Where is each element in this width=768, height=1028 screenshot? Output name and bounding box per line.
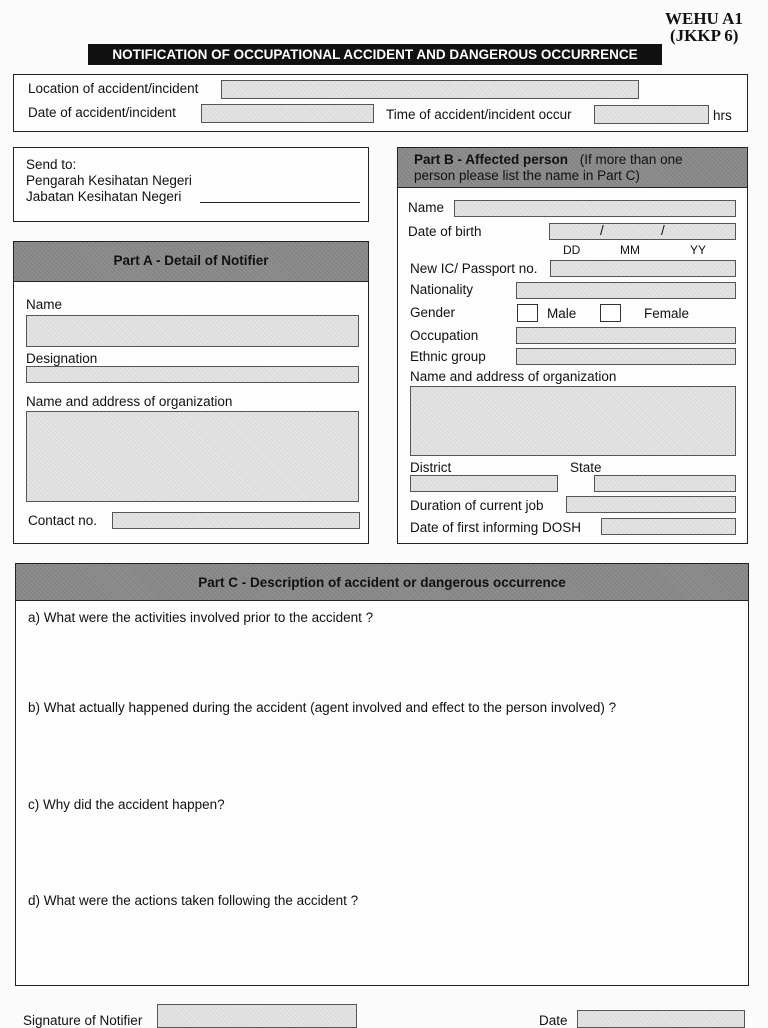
- occupation-label: Occupation: [410, 328, 479, 343]
- duration-field[interactable]: [566, 496, 736, 513]
- dob-label: Date of birth: [408, 224, 482, 239]
- answer-d-area[interactable]: [20, 912, 740, 982]
- part-c-title: Part C - Description of accident or dangerous occurrence: [198, 575, 566, 590]
- affected-org-field[interactable]: [410, 386, 736, 456]
- question-a: a) What were the activities involved prior to the accident ?: [28, 610, 374, 625]
- district-label: District: [410, 460, 452, 475]
- designation-label: Designation: [26, 351, 98, 366]
- dob-sep-1: /: [600, 223, 604, 238]
- dob-yy-label: YY: [690, 243, 707, 257]
- affected-name-label: Name: [408, 200, 445, 215]
- part-c-header: [16, 564, 748, 601]
- duration-label: Duration of current job: [410, 498, 544, 513]
- female-label: Female: [644, 306, 690, 321]
- question-b: b) What actually happened during the accident (agent involved and effect to the person involved) ?: [28, 700, 617, 715]
- date-field[interactable]: [201, 104, 374, 123]
- form-title: [88, 44, 662, 65]
- contact-field[interactable]: [112, 512, 360, 529]
- ic-label: New IC/ Passport no.: [410, 261, 538, 276]
- designation-field[interactable]: [26, 366, 359, 383]
- female-checkbox[interactable]: [600, 304, 621, 322]
- affected-org-label: Name and address of organization: [410, 369, 617, 384]
- gender-label: Gender: [410, 305, 456, 320]
- answer-b-area[interactable]: [20, 720, 740, 795]
- question-c: c) Why did the accident happen?: [28, 797, 225, 812]
- male-label: Male: [547, 306, 577, 321]
- send-to-line1: Pengarah Kesihatan Negeri: [26, 173, 192, 188]
- signature-field[interactable]: [157, 1004, 357, 1028]
- signature-label: Signature of Notifier: [23, 1013, 143, 1028]
- ethnic-field[interactable]: [516, 348, 736, 365]
- notifier-org-field[interactable]: [26, 411, 359, 502]
- dob-field[interactable]: [549, 223, 736, 240]
- part-b-note-2: person please list the name in Part C): [414, 168, 640, 183]
- time-label: Time of accident/incident occur: [386, 107, 572, 122]
- state-field[interactable]: [594, 475, 736, 492]
- form-code-line1: WEHU A1: [665, 9, 743, 28]
- part-a-header: [14, 242, 368, 282]
- state-label: State: [570, 460, 602, 475]
- part-a-title: Part A - Detail of Notifier: [113, 253, 269, 268]
- notifier-name-label: Name: [26, 297, 63, 312]
- question-d: d) What were the actions taken following the accident ?: [28, 893, 359, 908]
- nationality-label: Nationality: [410, 282, 474, 297]
- ethnic-label: Ethnic group: [410, 349, 486, 364]
- form-code-line2: (JKKP 6): [670, 26, 739, 45]
- occupation-field[interactable]: [516, 327, 736, 344]
- date-label: Date of accident/incident: [28, 105, 176, 120]
- send-to-line2: Jabatan Kesihatan Negeri: [26, 189, 182, 204]
- contact-label: Contact no.: [28, 513, 98, 528]
- dob-dd-label: DD: [563, 243, 581, 257]
- footer-date-label: Date: [539, 1013, 568, 1028]
- location-label: Location of accident/incident: [28, 81, 199, 96]
- send-to-signature-line[interactable]: [200, 202, 360, 203]
- nationality-field[interactable]: [516, 282, 736, 299]
- notifier-name-field[interactable]: [26, 315, 359, 347]
- dob-mm-label: MM: [620, 243, 640, 257]
- time-field[interactable]: [594, 105, 709, 124]
- location-field[interactable]: [221, 80, 639, 99]
- send-to-label: Send to:: [26, 157, 77, 172]
- affected-name-field[interactable]: [454, 200, 736, 217]
- dob-sep-2: /: [661, 223, 665, 238]
- part-b-title: Part B - Affected person: [414, 152, 569, 167]
- hrs-label: hrs: [713, 108, 732, 123]
- answer-a-area[interactable]: [20, 630, 740, 695]
- answer-c-area[interactable]: [20, 816, 740, 891]
- male-checkbox[interactable]: [517, 304, 538, 322]
- notifier-org-label: Name and address of organization: [26, 394, 233, 409]
- form-title-text: NOTIFICATION OF OCCUPATIONAL ACCIDENT AND DANGEROUS OCCURRENCE: [112, 47, 638, 62]
- district-field[interactable]: [410, 475, 558, 492]
- ic-field[interactable]: [550, 260, 736, 277]
- footer-date-field[interactable]: [577, 1010, 745, 1028]
- informing-field[interactable]: [601, 518, 736, 535]
- part-b-header: [398, 148, 747, 188]
- informing-label: Date of first informing DOSH: [410, 520, 582, 535]
- part-b-note-1: (If more than one: [579, 152, 683, 167]
